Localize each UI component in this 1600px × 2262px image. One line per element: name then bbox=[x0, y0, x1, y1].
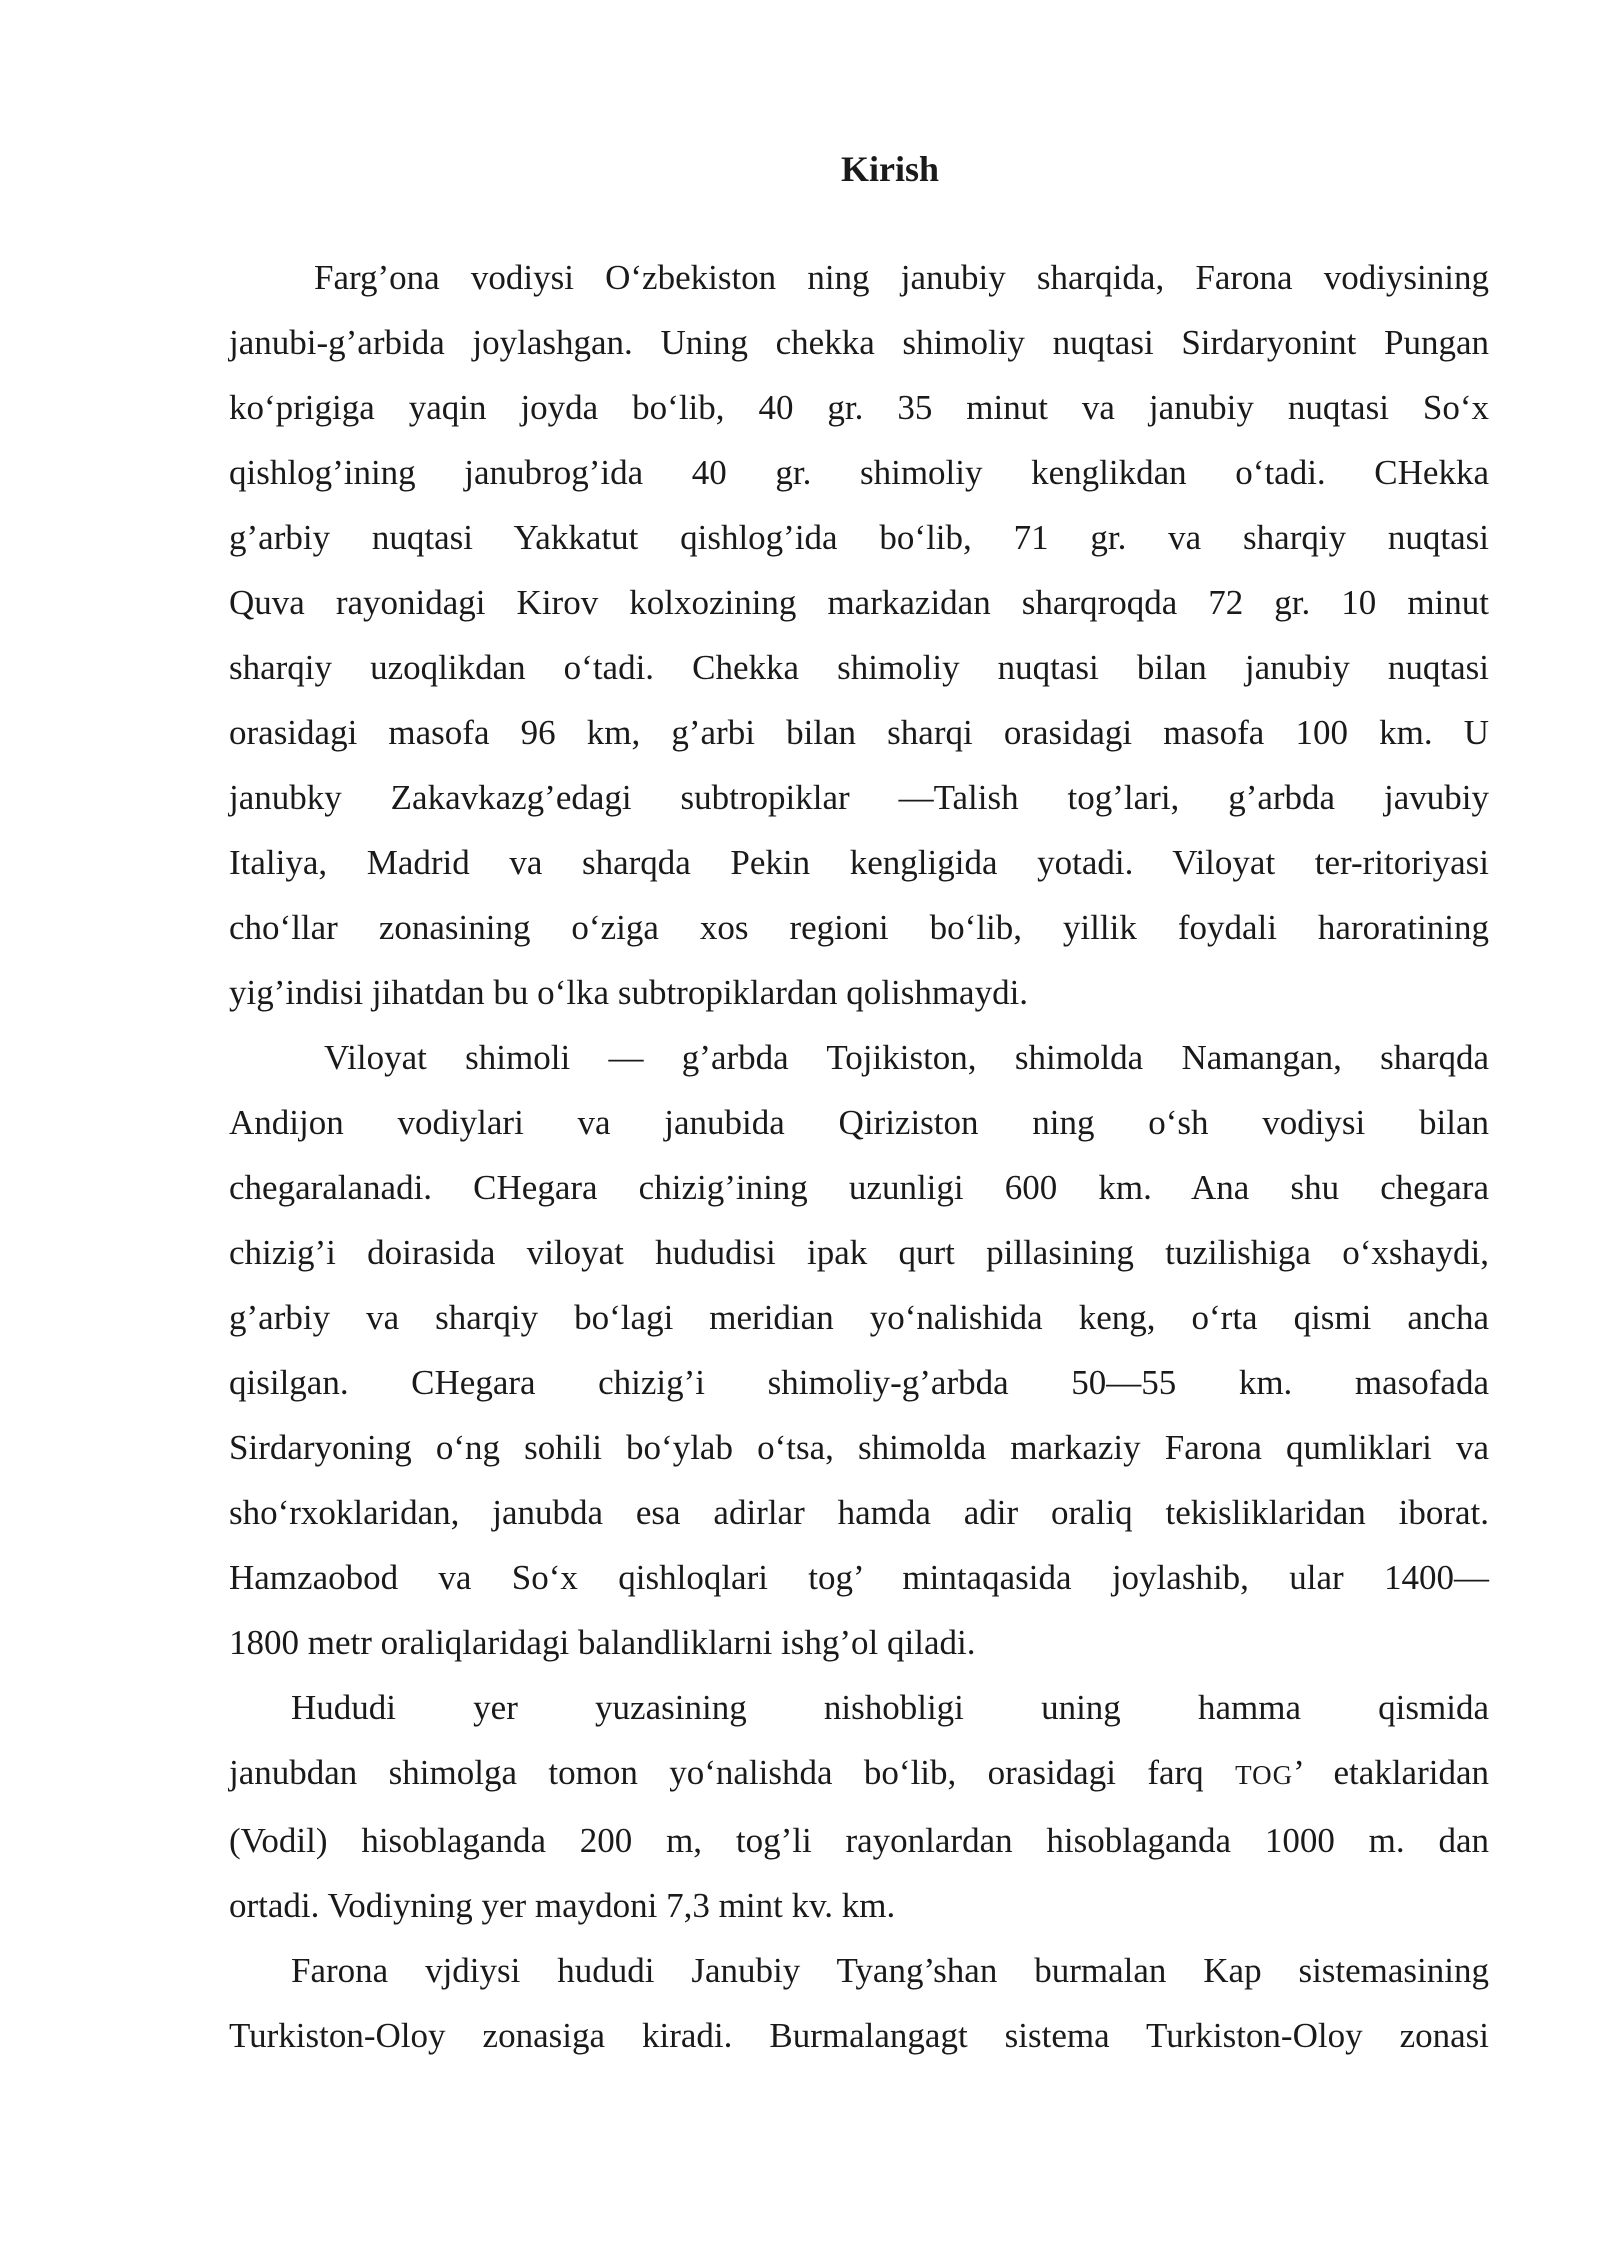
text-line: cho‘llar zonasining o‘ziga xos regioni bo‘lib, yillik foydali haroratining bbox=[229, 908, 1489, 947]
text-line: Hududi yer yuzasining nishobligi uning hamma qismida bbox=[291, 1688, 1489, 1727]
text-line: Turkiston-Oloy zonasiga kiradi. Burmalangagt sistema Turkiston-Oloy zonasi bbox=[229, 2016, 1489, 2055]
text-line: ortadi. Vodiyning yer maydoni 7,3 mint kv. km. bbox=[229, 1886, 896, 1925]
text-line: Andijon vodiylari va janubida Qiriziston ning o‘sh vodiysi bilan bbox=[229, 1103, 1489, 1142]
text-line: sho‘rxoklaridan, janubda esa adirlar hamda adir oraliq tekisliklaridan iborat. bbox=[229, 1493, 1489, 1532]
text-line: chizig’i doirasida viloyat hududisi ipak qurt pillasining tuzilishiga o‘xshaydi, bbox=[229, 1233, 1489, 1272]
text-line: Farg’ona vodiysi O‘zbekiston ning janubiy sharqida, Farona vodiysining bbox=[314, 258, 1489, 297]
smallcaps-word: TOG bbox=[1235, 1760, 1294, 1790]
text-line: Quva rayonidagi Kirov kolxozining markazidan sharqroqda 72 gr. 10 minut bbox=[229, 583, 1489, 622]
text-line: janubi-g’arbida joylashgan. Uning chekka shimoliy nuqtasi Sirdaryonint Pungan bbox=[229, 323, 1489, 362]
text-line: Viloyat shimoli — g’arbda Tojikiston, shimolda Namangan, sharqda bbox=[324, 1038, 1489, 1077]
text-line: 1800 metr oraliqlaridagi balandliklarni ishg’ol qiladi. bbox=[229, 1623, 976, 1662]
text-line: Sirdaryoning o‘ng sohili bo‘ylab o‘tsa, shimolda markaziy Farona qumliklari va bbox=[229, 1428, 1489, 1467]
text-line: yig’indisi jihatdan bu o‘lka subtropiklardan qolishmaydi. bbox=[229, 973, 1029, 1012]
text-line: sharqiy uzoqlikdan o‘tadi. Chekka shimoliy nuqtasi bilan janubiy nuqtasi bbox=[229, 648, 1489, 687]
document-body bbox=[229, 245, 1489, 2068]
text-line: chegaralanadi. CHegara chizig’ining uzunligi 600 km. Ana shu chegara bbox=[229, 1168, 1489, 1207]
text-line: Hamzaobod va So‘x qishloqlari tog’ mintaqasida joylashib, ular 1400— bbox=[229, 1558, 1489, 1597]
text-line: g’arbiy nuqtasi Yakkatut qishlog’ida bo‘lib, 71 gr. va sharqiy nuqtasi bbox=[229, 518, 1489, 557]
page-title: Kirish bbox=[840, 149, 939, 189]
paragraph-3 bbox=[229, 1675, 1489, 1938]
text-line: (Vodil) hisoblaganda 200 m, tog’li rayonlardan hisoblaganda 1000 m. dan bbox=[229, 1821, 1489, 1860]
text-line: Italiya, Madrid va sharqda Pekin kengligida yotadi. Viloyat ter-ritoriyasi bbox=[229, 843, 1489, 882]
text-line: orasidagi masofa 96 km, g’arbi bilan sharqi orasidagi masofa 100 km. U bbox=[229, 713, 1489, 752]
text-line: Farona vjdiysi hududi Janubiy Tyang’shan burmalan Kap sistemasining bbox=[291, 1951, 1489, 1990]
text-line: qisilgan. CHegara chizig’i shimoliy-g’arbda 50—55 km. masofada bbox=[229, 1363, 1489, 1402]
text-line: qishlog’ining janubrog’ida 40 gr. shimoliy kenglikdan o‘tadi. CHekka bbox=[229, 453, 1489, 492]
text-line: janubky Zakavkazg’edagi subtropiklar —Talish tog’lari, g’arbda javubiy bbox=[229, 778, 1489, 817]
paragraph-4 bbox=[229, 1938, 1489, 2068]
text-line: janubdan shimolga tomon yo‘nalishda bo‘lib, orasidagi farq TOG’ etaklaridan bbox=[229, 1753, 1489, 1792]
text-line: ko‘prigiga yaqin joyda bo‘lib, 40 gr. 35 minut va janubiy nuqtasi So‘x bbox=[229, 388, 1489, 427]
paragraph-2 bbox=[229, 1025, 1489, 1675]
paragraph-1 bbox=[229, 245, 1489, 1025]
text-line: g’arbiy va sharqiy bo‘lagi meridian yo‘nalishida keng, o‘rta qismi ancha bbox=[229, 1298, 1489, 1337]
